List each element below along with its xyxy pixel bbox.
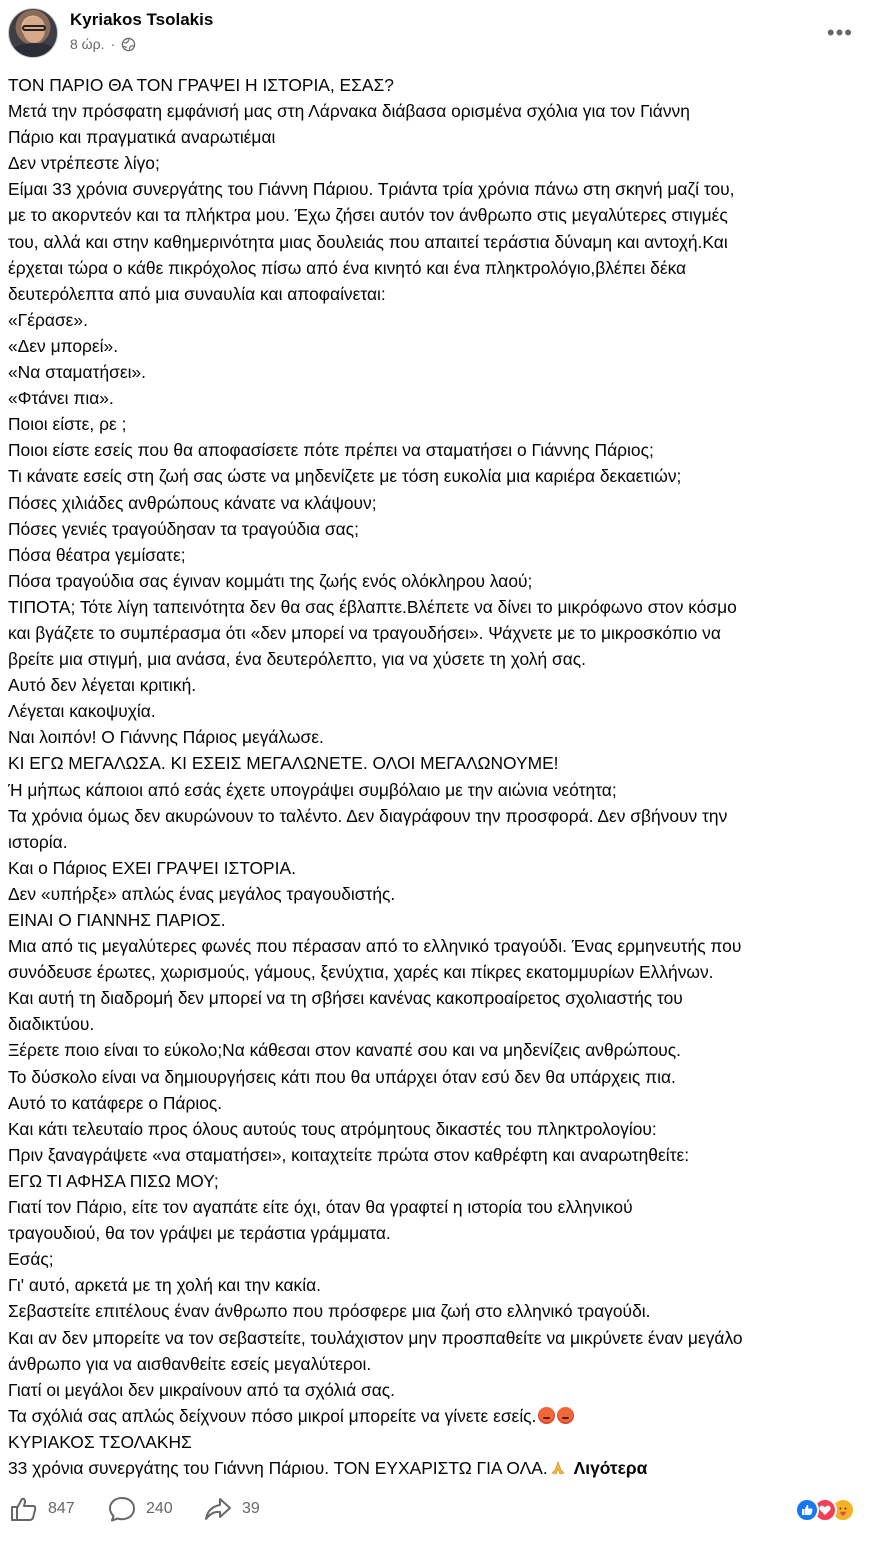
- post-line: Πόσα θέατρα γεμίσατε;: [8, 544, 186, 565]
- post-line: με το ακορντεόν και τα πλήκτρα μου. Έχω ζήσει αυτόν τον άνθρωπο στις μεγαλύτερες στιγμές: [8, 205, 728, 226]
- post-line: ΚΙ ΕΓΩ ΜΕΓΑΛΩΣΑ. ΚΙ ΕΣΕΙΣ ΜΕΓΑΛΩΝΕΤΕ. ΟΛΟΙ ΜΕΓΑΛΩΝΟΥΜΕ!: [8, 753, 559, 774]
- post-line: Δεν ντρέπεστε λίγο;: [8, 153, 160, 174]
- post-line: Ποιοι είστε εσείς που θα αποφασίσετε πότε πρέπει να σταματήσει ο Γιάννης Πάριος;: [8, 440, 654, 461]
- post-line: Είμαι 33 χρόνια συνεργάτης του Γιάννη Πάριου. Τριάντα τρία χρόνια πάνω στη σκηνή μαζί του,: [8, 179, 735, 200]
- post-line: Ναι λοιπόν! Ο Γιάννης Πάριος μεγάλωσε.: [8, 727, 324, 748]
- more-icon[interactable]: •••: [826, 20, 853, 45]
- like-icon: [795, 1498, 819, 1522]
- avatar[interactable]: [8, 8, 58, 58]
- post-line: ΕΙΝΑΙ Ο ΓΙΑΝΝΗΣ ΠΑΡΙΟΣ.: [8, 910, 226, 930]
- post-line: «Φτάνει πια».: [8, 388, 114, 409]
- post-line: βρείτε μια στιγμή, μια ανάσα, ένα δευτερόλεπτο, για να χύσετε τη χολή σας.: [8, 649, 586, 670]
- post-line: Πόσες γενιές τραγούδησαν τα τραγούδια σας;: [8, 518, 359, 539]
- post-line: Πάριο και πραγματικά αναρωτιέμαι: [8, 127, 276, 148]
- last-line-text: 33 χρόνια συνεργάτης του Γιάννη Πάριου. ΤΟΝ ΕΥΧΑΡΙΣΤΩ ΓΙΑ ΟΛΑ.: [8, 1457, 548, 1478]
- post-line: Τι κάνατε εσείς στη ζωή σας ώστε να μηδενίζετε με τόση ευκολία μια καριέρα δεκαετιών;: [8, 466, 682, 487]
- globe-icon[interactable]: [121, 37, 136, 52]
- comment-button[interactable]: [108, 1496, 173, 1522]
- post-line: Και αυτή τη διαδρομή δεν μπορεί να τη σβήσει κανένας κακοπροαίρετος σχολιαστής του: [8, 988, 683, 1009]
- post-header: [8, 8, 867, 60]
- post-line: Σεβαστείτε επιτέλους έναν άνθρωπο που πρόσφερε μια ζωή στο ελληνικό τραγούδι.: [8, 1301, 651, 1322]
- post-line: συνόδευσε έρωτες, χωρισμούς, γάμους, ξενύχτια, χαρές και πίκρες εκατομμυρίων Ελλήνων.: [8, 962, 714, 983]
- post-line: Ποιοι είστε, ρε ;: [8, 414, 127, 435]
- author-name[interactable]: Kyriakos Tsolakis: [70, 10, 214, 29]
- meta-separator: ·: [110, 36, 116, 52]
- post-line: «Δεν μπορεί».: [8, 335, 119, 356]
- like-count: 847: [48, 1500, 75, 1517]
- post-line: Γιατί τον Πάριο, είτε τον αγαπάτε είτε όχι, όταν θα γραφτεί η ιστορία του ελληνικού: [8, 1197, 633, 1218]
- post-line: Γιατί οι μεγάλοι δεν μικραίνουν από τα σχόλιά σας.: [8, 1379, 395, 1400]
- post-signature: ΚΥΡΙΑΚΟΣ ΤΣΟΛΑΚΗΣ: [8, 1431, 192, 1452]
- post-line: Μια από τις μεγαλύτερες φωνές που πέρασαν από το ελληνικό τραγούδι. Ένας ερμηνευτής που: [8, 936, 742, 957]
- pray-emoji-icon: [550, 1460, 566, 1476]
- post-line: Δεν «υπήρξε» απλώς ένας μεγάλος τραγουδιστής.: [8, 883, 396, 904]
- post-body: [8, 72, 870, 1481]
- angry-emoji-icon: [557, 1407, 574, 1424]
- post-line: άνθρωπο για να αισθανθείτε εσείς μεγαλύτεροι.: [8, 1353, 372, 1374]
- post-line-last: [8, 1455, 870, 1481]
- post-line: Και ο Πάριος ΕΧΕΙ ΓΡΑΨΕΙ ΙΣΤΟΡΙΑ.: [8, 857, 296, 878]
- post-line: του, αλλά και στην καθημερινότητα μιας δουλειάς που απαιτεί τεράστια δύναμη και αντοχή.Και: [8, 231, 728, 252]
- post-line: Γι' αυτό, αρκετά με τη χολή και την κακία.: [8, 1275, 321, 1296]
- post-line: «Γέρασε».: [8, 309, 88, 330]
- post-line: Και αν δεν μπορείτε να τον σεβαστείτε, τουλάχιστον μην προσπαθείτε να μικρύνετε έναν μεγάλο: [8, 1327, 743, 1348]
- post-line: Ξέρετε ποιο είναι το εύκολο;Να κάθεσαι στον καναπέ σου και να μηδενίζεις ανθρώπους.: [8, 1040, 682, 1061]
- post-line: Λέγεται κακοψυχία.: [8, 701, 156, 722]
- post-line: Αυτό δεν λέγεται κριτική.: [8, 675, 197, 696]
- comment-icon: [108, 1496, 136, 1522]
- comment-count: 240: [146, 1500, 173, 1517]
- post-line: δευτερόλεπτα από μια συναυλία και αποφαίνεται:: [8, 283, 386, 304]
- post-line: ΤΙΠΟΤΑ; Τότε λίγη ταπεινότητα δεν θα σας έβλαπτε.Βλέπετε να δίνει το μικρόφωνο στον κόσμο: [8, 596, 737, 617]
- share-icon: [204, 1496, 232, 1522]
- post-line: Πόσα τραγούδια σας έγιναν κομμάτι της ζωής ενός ολόκληρου λαού;: [8, 570, 533, 591]
- post-line: Τα χρόνια όμως δεν ακυρώνουν το ταλέντο. Δεν διαγράφουν την προσφορά. Δεν σβήνουν την: [8, 805, 728, 826]
- like-icon: [10, 1496, 38, 1522]
- post-line: Εσάς;: [8, 1249, 54, 1270]
- post-line: έρχεται τώρα ο κάθε πικρόχολος πίσω από ένα κινητό και ένα πληκτρολόγιο,βλέπει δέκα: [8, 257, 687, 278]
- post-line: Πριν ξαναγράψετε «να σταματήσει», κοιταχτείτε πρώτα στον καθρέφτη και αναρωτηθείτε:: [8, 1144, 690, 1165]
- post-line: διαδικτύου.: [8, 1014, 95, 1035]
- post-meta: [70, 36, 136, 52]
- post-line: ιστορία.: [8, 831, 68, 852]
- like-button[interactable]: [10, 1496, 75, 1522]
- post-line: τραγουδιού, θα τον γράψει με τεράστια γράμματα.: [8, 1223, 391, 1244]
- post-line: ΕΓΩ ΤΙ ΑΦΗΣΑ ΠΙΣΩ ΜΟΥ;: [8, 1170, 219, 1191]
- post-line: Και κάτι τελευταίο προς όλους αυτούς τους ατρόμητους δικαστές του πληκτρολογίου:: [8, 1118, 657, 1139]
- post-line: και βγάζετε το συμπέρασμα ότι «δεν μπορεί να τραγουδήσει». Ψάχνετε με το μικροσκόπιο να: [8, 622, 721, 643]
- post-line: «Να σταματήσει».: [8, 362, 146, 383]
- post-line: Μετά την πρόσφατη εμφάνισή μας στη Λάρνακα διάβασα ορισμένα σχόλια για τον Γιάννη: [8, 101, 690, 122]
- post-line: ΤΟΝ ΠΑΡΙΟ ΘΑ ΤΟΝ ΓΡΑΨΕΙ Η ΙΣΤΟΡΙΑ, ΕΣΑΣ?: [8, 75, 394, 95]
- post-line: Αυτό το κατάφερε ο Πάριος.: [8, 1092, 223, 1113]
- post-line: Ή μήπως κάποιοι από εσάς έχετε υπογράψει συμβόλαιο με την αιώνια νεότητα;: [8, 779, 617, 800]
- reaction-summary[interactable]: [795, 1498, 865, 1522]
- post-line-emoji: [8, 1403, 870, 1429]
- emoji-line-text: Τα σχόλιά σας απλώς δείχνουν πόσο μικροί μπορείτε να γίνετε εσείς.: [8, 1405, 537, 1426]
- post-line: Πόσες χιλιάδες ανθρώπους κάνατε να κλάψουν;: [8, 492, 377, 513]
- angry-emoji-icon: [538, 1407, 555, 1424]
- share-count: 39: [242, 1500, 260, 1517]
- post-time[interactable]: 8 ώρ.: [70, 36, 105, 52]
- share-button[interactable]: [204, 1496, 260, 1522]
- post-footer: [8, 1492, 867, 1528]
- see-less-link[interactable]: Λιγότερα: [573, 1457, 648, 1478]
- post-line: Το δύσκολο είναι να δημιουργήσεις κάτι που θα υπάρχει όταν εσύ δεν θα υπάρχεις πια.: [8, 1066, 676, 1087]
